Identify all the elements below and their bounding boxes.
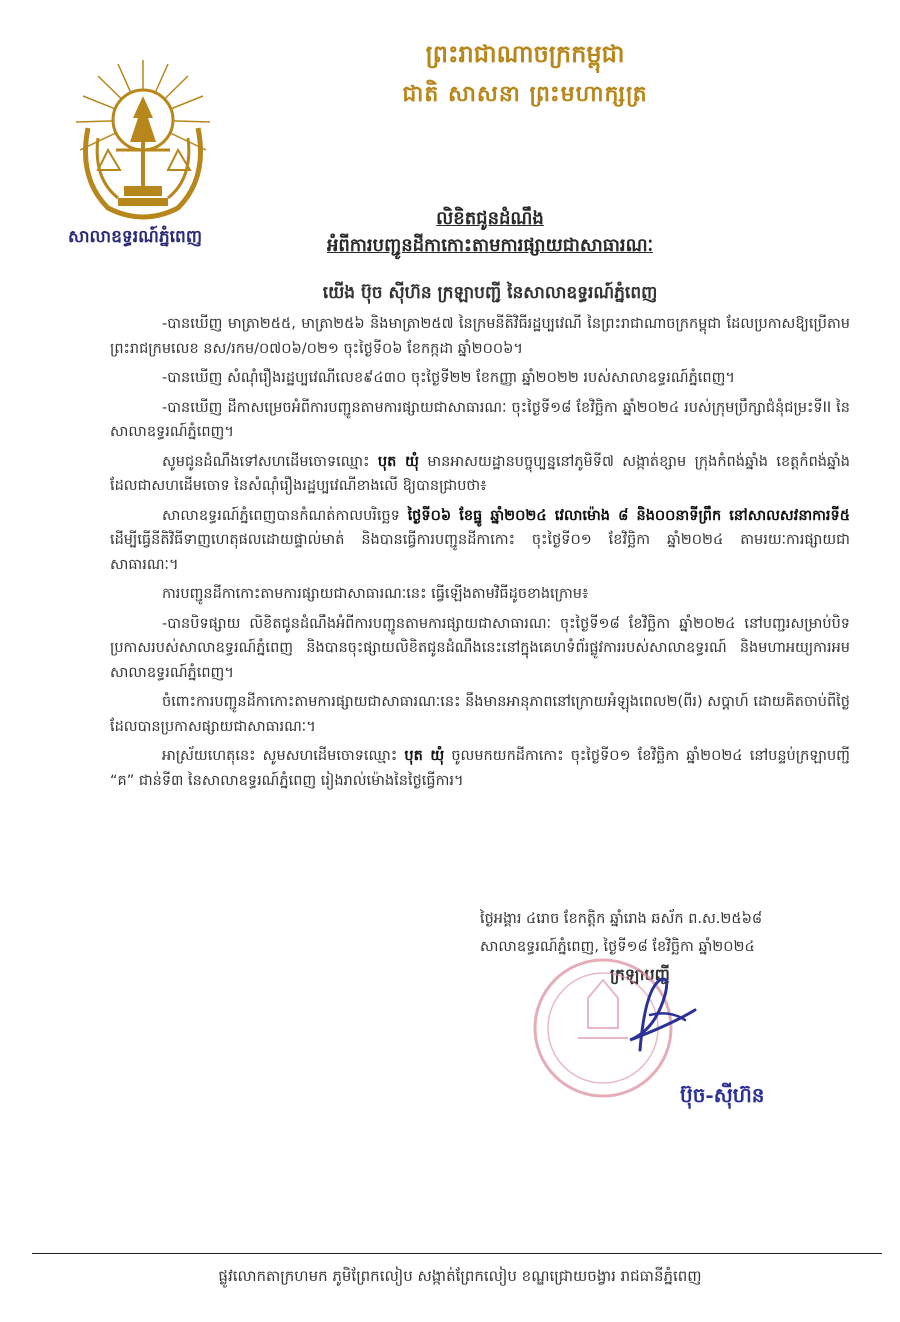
- court-name: សាលាឧទ្ធរណ៍ភ្នំពេញ: [67, 227, 203, 247]
- title-line-2: អំពីការបញ្ជូនដីកាកោះតាមការផ្សាយជាសាធារណៈ: [326, 235, 654, 256]
- document-title: [240, 206, 740, 260]
- signer-name: ប៊ុច-ស៊ីហ៊ន: [680, 1083, 765, 1107]
- p5-text-a: សាលាឧទ្ធរណ៍ភ្នំពេញបានកំណត់កាលបរិច្ឆេទ: [162, 507, 408, 524]
- lunar-date: ថ្ងៃអង្គារ ៤រោច ខែកត្តិក ឆ្នាំរោង ឆស័ក ព.ស.២៥៦៨: [480, 911, 763, 927]
- p9-text-a: អាស្រ័យហេតុនេះ សូមសហដើមចោទឈ្មោះ: [162, 748, 405, 764]
- paragraph-7: -បានបិទផ្សាយ លិខិតជូនដំណឹងអំពីការបញ្ជូនតាមការផ្សាយជាសាធារណៈ ចុះថ្ងៃទី១៨ ខែវិច្ឆិកា ឆ្នាំ២០២៤ នៅបញ្ជរសម្រាប់បិទប្រកាសរបស់សាលាឧទ្ធរណ៍ភ្នំពេញ និងបានចុះផ្សាយលិខិតជូនដំណឹងនេះនៅក្នុងគេហទំព័រផ្លូវការរបស់សាលាឧទ្ធរណ៍ និងមហាអយ្យការអមសាលាឧទ្ធរណ៍ភ្នំពេញ។: [110, 615, 850, 681]
- national-motto: ជាតិ សាសនា ព្រះមហាក្សត្រ: [402, 81, 648, 107]
- paragraph-4: [110, 450, 850, 499]
- defendant-name: បុត យុំ: [377, 453, 419, 470]
- paragraph-6: ការបញ្ជូនដីកាកោះតាមការផ្សាយជាសាធារណៈនេះ ធ្វើឡើងតាមវិធីដូចខាងក្រោម៖: [162, 586, 589, 602]
- kingdom-header: [300, 34, 750, 114]
- signature-mark: [610, 970, 700, 1060]
- defendant-name-2: បុត យុំ: [404, 748, 445, 764]
- p5-text-b: ដើម្បីធ្វើនីតិវិធីទាញហេតុផលដោយផ្ទាល់មាត់ និងបានធ្វើការបញ្ជូនដីកាកោះ ចុះថ្ងៃទី០១ ខែវិច្ឆិកា ឆ្នាំ២០២៤ តាមរយៈការផ្សាយជាសាធារណៈ។: [110, 532, 850, 573]
- hearing-date: ថ្ងៃទី០៦ ខែធ្នូ ឆ្នាំ២០២៤ វេលាម៉ោង ៨ និង០០នាទីព្រឹក នៅសាលសវនាការទី៥: [407, 507, 851, 524]
- paragraph-1: -បានឃើញ មាត្រា២៥៥, មាត្រា២៥៦ និងមាត្រា២៥៧ នៃក្រមនីតិវិធីរដ្ឋប្បវេណី នៃព្រះរាជាណាចក្រកម្ពុជា ដែលប្រកាសឱ្យប្រើតាមព្រះរាជក្រមលេខ នស/រកម/០៧០៦/០២១ ចុះថ្ងៃទី០៦ ខែកក្កដា ឆ្នាំ២០០៦។: [110, 316, 850, 357]
- footer-address: ផ្លូវលោកតាក្រហមក ភូមិព្រែកលៀប សង្កាត់ព្រែកលៀប ខណ្ឌជ្រោយចង្វារ រាជធានីភ្នំពេញ: [218, 1267, 702, 1285]
- paragraph-9: [110, 744, 850, 793]
- document-body: [110, 312, 850, 798]
- paragraph-5: [110, 504, 850, 578]
- paragraph-3: -បានឃើញ ដីកាសម្រេចអំពីការបញ្ជូនតាមការផ្សាយជាសាធារណៈ ចុះថ្ងៃទី១៨ ខែវិច្ឆិកា ឆ្នាំ២០២៤ របស់ក្រុមប្រឹក្សាជំនុំជម្រះទីII នៃសាលាឧទ្ធរណ៍ភ្នំពេញ។: [110, 399, 850, 440]
- paragraph-8: ចំពោះការបញ្ជូនដីកាកោះតាមការផ្សាយជាសាធារណៈនេះ នឹងមានអានុភាពនៅក្រោយអំឡុងពេល២(ពីរ) សប្តាហ៍ ដោយគិតចាប់ពីថ្ងៃដែលបានប្រកាសផ្សាយជាសាធារណៈ។: [110, 694, 850, 735]
- court-emblem: [68, 58, 218, 228]
- issuer-line: យើង ប៊ុច ស៊ីហ៊ន ក្រឡាបញ្ជី នៃសាលាឧទ្ធរណ៍ភ្នំពេញ: [322, 283, 658, 303]
- p4-text-a: សូមជូនដំណឹងទៅសហដើមចោទឈ្មោះ: [162, 453, 378, 470]
- paragraph-2: -បានឃើញ សំណុំរឿងរដ្ឋប្បវេណីលេខ៩៤៣០ ចុះថ្ងៃទី២២ ខែកញ្ញា ឆ្នាំ២០២២ របស់សាលាឧទ្ធរណ៍ភ្នំពេញ។: [162, 370, 735, 386]
- signer-position: ក្រឡាបញ្ជី: [610, 965, 670, 984]
- footer-divider: [32, 1253, 882, 1254]
- kingdom-name: ព្រះរាជាណាចក្រកម្ពុជា: [425, 39, 625, 68]
- title-line-1: លិខិតជូនដំណឹង: [436, 208, 544, 229]
- p4-text-b: មានអាសយដ្ឋានបច្ចុប្បន្ននៅភូមិទី៧ សង្កាត់ខ្សាម ក្រុងកំពង់ឆ្នាំង ខេត្តកំពង់ឆ្នាំង ដែលជាសហដើមចោទ នៃសំណុំរឿងរដ្ឋប្បវេណីខាងលើ ឱ្យបានជ្រាបថា៖: [110, 453, 851, 494]
- place-date: សាលាឧទ្ធរណ៍ភ្នំពេញ, ថ្ងៃទី១៨ ខែវិច្ឆិកា ឆ្នាំ២០២៤: [480, 939, 755, 955]
- p9-text-b: ចូលមកយកដីកាកោះ ចុះថ្ងៃទី០១ ខែវិច្ឆិកា ឆ្នាំ២០២៤ នៅបន្ទប់ក្រឡាបញ្ជី “គ” ជាន់ទី៣ នៃសាលាឧទ្ធរណ៍ភ្នំពេញ រៀងរាល់ម៉ោងនៃថ្ងៃធ្វើការ។: [110, 748, 850, 789]
